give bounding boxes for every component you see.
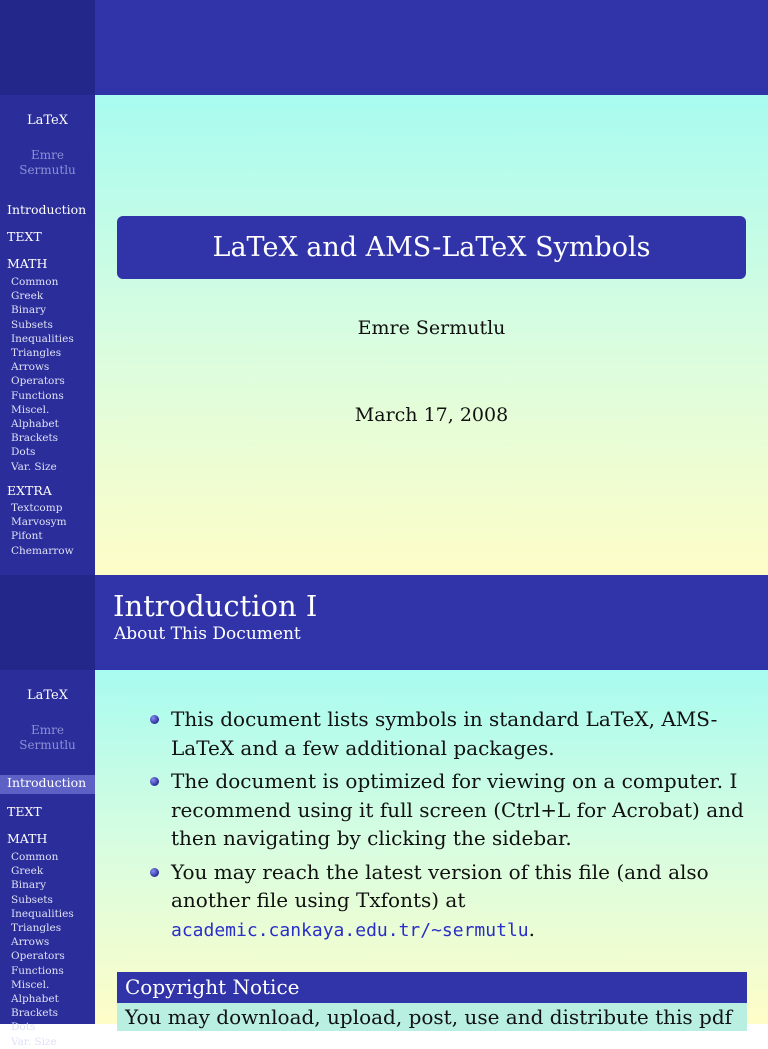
extra-subitems <box>11 501 74 558</box>
sidebar-subitem-math[interactable]: Common <box>11 276 59 288</box>
block-text: You may download, upload, post, use and distribute this pdf <box>117 1003 747 1031</box>
sidebar-header <box>0 575 95 670</box>
frame-title: Introduction I <box>113 589 318 623</box>
bullet-text: The document is optimized for viewing on a computer. I recommend using it full screen (Ctrl+L for Acrobat) and then navigating by clicking the sidebar. <box>171 769 744 850</box>
sidebar-subitem-math[interactable]: Var. Size <box>11 460 57 473</box>
sidebar-subitem-math[interactable]: Triangles <box>11 347 62 360</box>
bullet-icon <box>150 777 159 786</box>
sidebar-subitem-math[interactable]: Var. Size <box>11 1035 57 1048</box>
sidebar-subitem-math[interactable]: Subsets <box>11 893 53 906</box>
sidebar-subitem-math[interactable]: Miscel. <box>11 978 50 991</box>
sidebar-item-text[interactable]: TEXT <box>7 804 42 819</box>
presentation-title: LaTeX and AMS-LaTeX Symbols <box>212 232 651 263</box>
sidebar-subitem-math[interactable]: Operators <box>11 950 65 963</box>
sidebar-subitem-math[interactable]: Functions <box>11 964 64 977</box>
sidebar-subitem-math[interactable]: Operators <box>11 375 65 388</box>
bullet-icon <box>150 868 159 877</box>
sidebar-subitem-extra[interactable]: Textcomp <box>11 502 63 514</box>
website-link[interactable]: academic.cankaya.edu.tr/~sermutlu <box>171 919 529 941</box>
block-title: Copyright Notice <box>117 972 747 1003</box>
bullet-text: You may reach the latest version of this file (and also another file using Txfonts) at <box>171 859 709 912</box>
sidebar-item-extra[interactable]: EXTRA <box>7 483 52 498</box>
author-last: Sermutlu <box>19 163 76 177</box>
sidebar-item-introduction[interactable]: Introduction <box>0 775 95 794</box>
math-subitems <box>11 850 74 1049</box>
sidebar-subitem-math[interactable]: Inequalities <box>11 907 74 920</box>
sidebar-item-math[interactable]: MATH <box>7 256 48 271</box>
sidebar-subitem-extra[interactable]: Chemarrow <box>11 544 74 557</box>
sidebar-subitem-math[interactable]: Subsets <box>11 318 53 331</box>
sidebar-subitem-math[interactable]: Common <box>11 851 59 863</box>
bullet-item <box>147 705 747 762</box>
sidebar-author[interactable] <box>0 723 95 753</box>
presentation-date: March 17, 2008 <box>354 404 509 426</box>
sidebar-subitem-math[interactable]: Arrows <box>11 361 50 374</box>
copyright-block <box>117 972 747 1032</box>
sidebar-item-text[interactable]: TEXT <box>7 229 42 244</box>
sidebar-logo[interactable]: LaTeX <box>27 688 68 703</box>
presentation-author: Emre Sermutlu <box>357 317 506 339</box>
bullet-text: This document lists symbols in standard LaTeX, AMS-LaTeX and a few additional packages. <box>171 707 718 760</box>
sidebar-subitem-math[interactable]: Alphabet <box>11 993 59 1006</box>
intro-slide <box>0 575 768 1048</box>
sidebar-subitem-extra[interactable]: Pifont <box>11 530 43 543</box>
presentation-title-box <box>117 216 746 279</box>
author-first: Emre <box>31 723 64 737</box>
sidebar-subitem-math[interactable]: Miscel. <box>11 403 50 416</box>
sidebar-subitem-math[interactable]: Triangles <box>11 922 62 935</box>
sidebar-header <box>0 0 95 95</box>
sidebar-subitem-extra[interactable]: Marvosym <box>11 516 67 529</box>
bullet-item <box>147 858 747 946</box>
sidebar-subitem-math[interactable]: Functions <box>11 389 64 402</box>
sidebar-subitem-math[interactable]: Arrows <box>11 936 50 949</box>
sidebar-author[interactable] <box>0 148 95 178</box>
bullet-punct: . <box>528 916 535 941</box>
bullet-item <box>147 767 747 853</box>
sidebar-subitem-math[interactable]: Alphabet <box>11 418 59 431</box>
sidebar-subitem-math[interactable]: Binary <box>11 304 47 317</box>
sidebar-subitem-math[interactable]: Brackets <box>11 432 59 445</box>
sidebar-item-introduction[interactable]: Introduction <box>7 202 87 217</box>
sidebar-subitem-math[interactable]: Inequalities <box>11 332 74 345</box>
bullet-icon <box>150 715 159 724</box>
header-bar <box>95 0 768 95</box>
math-subitems <box>11 275 74 474</box>
sidebar-subitem-math[interactable]: Brackets <box>11 1007 59 1020</box>
author-last: Sermutlu <box>19 738 76 752</box>
sidebar-item-math[interactable]: MATH <box>7 831 48 846</box>
frame-subtitle: About This Document <box>114 624 301 644</box>
bullet-list <box>147 705 747 950</box>
sidebar-subitem-math[interactable]: Dots <box>11 446 36 459</box>
author-first: Emre <box>31 148 64 162</box>
sidebar-logo[interactable]: LaTeX <box>27 113 68 128</box>
sidebar-subitem-math[interactable]: Greek <box>11 290 44 303</box>
sidebar-subitem-math[interactable]: Binary <box>11 879 47 892</box>
sidebar-subitem-math[interactable]: Dots <box>11 1021 36 1034</box>
sidebar-subitem-math[interactable]: Greek <box>11 865 44 878</box>
